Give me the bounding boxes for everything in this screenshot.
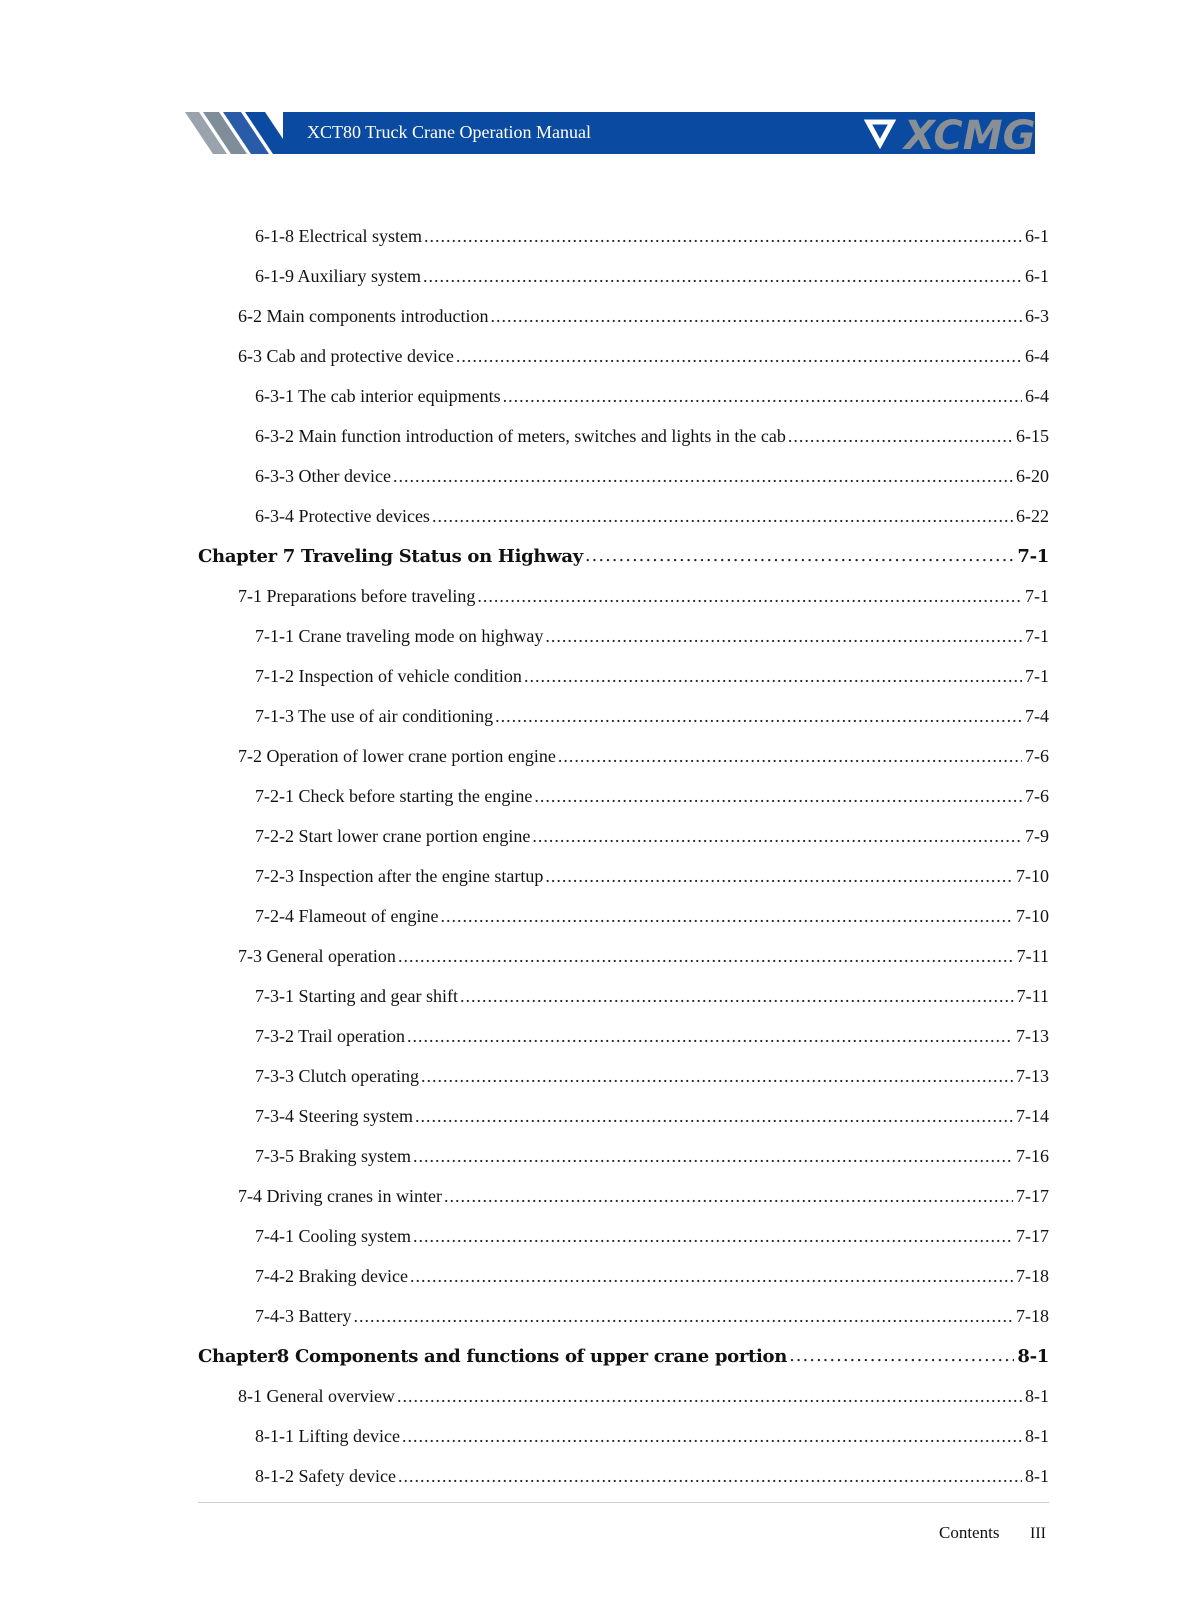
toc-entry-page: 6-15 <box>1016 425 1049 446</box>
toc-entry-title: Chapter 7 Traveling Status on Highway <box>198 545 583 567</box>
toc-entry[interactable] <box>198 376 1049 416</box>
toc-leader-dots <box>477 586 1022 606</box>
toc-entry-title: 8-1-1 Lifting device <box>255 1425 400 1446</box>
toc-entry-title: 7-2-4 Flameout of engine <box>255 905 439 926</box>
toc-leader-dots <box>545 626 1022 646</box>
toc-entry-title: Chapter8 Components and functions of upper crane portion <box>198 1345 788 1367</box>
toc-entry[interactable] <box>198 776 1049 816</box>
toc-entry-title: 7-3-1 Starting and gear shift <box>255 985 458 1006</box>
toc-entry[interactable] <box>198 976 1049 1016</box>
toc-leader-dots <box>490 306 1022 326</box>
toc-entry-title: 7-2-1 Check before starting the engine <box>255 785 533 806</box>
toc-leader-dots <box>407 1026 1013 1046</box>
toc-entry-title: 7-2-3 Inspection after the engine startup <box>255 865 544 886</box>
toc-entry[interactable] <box>198 616 1049 656</box>
toc-entry[interactable] <box>198 1176 1049 1216</box>
toc-entry-title: 6-1-9 Auxiliary system <box>255 265 421 286</box>
toc-leader-dots <box>788 426 1013 446</box>
toc-leader-dots <box>534 786 1022 806</box>
toc-entry[interactable] <box>198 936 1049 976</box>
toc-entry[interactable] <box>198 656 1049 696</box>
toc-entry-title: 7-4 Driving cranes in winter <box>238 1185 442 1206</box>
toc-entry-title: 6-3-1 The cab interior equipments <box>255 385 501 406</box>
toc-entry-title: 7-1-3 The use of air conditioning <box>255 705 494 726</box>
toc-entry-title: 7-3-5 Braking system <box>255 1145 411 1166</box>
toc-entry-title: 7-3-4 Steering system <box>255 1105 413 1126</box>
footer-page-number: III <box>1030 1525 1046 1542</box>
toc-entry-title: 8-1 General overview <box>238 1385 395 1406</box>
toc-leader-dots <box>440 906 1013 926</box>
toc-entry-page: 8-1 <box>1025 1465 1049 1486</box>
toc-entry-title: 8-1-2 Safety device <box>255 1465 396 1486</box>
footer-divider <box>198 1502 1049 1503</box>
toc-entry-page: 6-4 <box>1025 385 1049 406</box>
toc-entry-page: 7-10 <box>1016 905 1049 926</box>
toc-entry-page: 6-22 <box>1016 505 1049 526</box>
toc-leader-dots <box>423 266 1022 286</box>
toc-leader-dots <box>585 546 1014 566</box>
toc-chapter-entry[interactable] <box>198 1336 1049 1376</box>
toc-entry[interactable] <box>198 896 1049 936</box>
toc-entry[interactable] <box>198 856 1049 896</box>
toc-entry-title: 7-1-2 Inspection of vehicle condition <box>255 665 522 686</box>
toc-leader-dots <box>460 986 1014 1006</box>
toc-entry-page: 8-1 <box>1017 1345 1049 1367</box>
toc-entry-page: 7-1 <box>1025 665 1049 686</box>
toc-entry-page: 6-3 <box>1025 305 1049 326</box>
toc-entry-page: 6-1 <box>1025 265 1049 286</box>
toc-entry-page: 7-1 <box>1017 545 1049 567</box>
toc-entry[interactable] <box>198 1256 1049 1296</box>
toc-entry-page: 7-6 <box>1025 745 1049 766</box>
toc-leader-dots <box>532 826 1022 846</box>
toc-leader-dots <box>789 1346 1014 1366</box>
toc-entry[interactable] <box>198 416 1049 456</box>
toc-leader-dots <box>398 946 1014 966</box>
toc-leader-dots <box>413 1146 1013 1166</box>
toc-leader-dots <box>503 386 1022 406</box>
toc-entry[interactable] <box>198 736 1049 776</box>
toc-entry[interactable] <box>198 1136 1049 1176</box>
toc-entry[interactable] <box>198 1096 1049 1136</box>
toc-entry-page: 7-6 <box>1025 785 1049 806</box>
toc-leader-dots <box>398 1466 1022 1486</box>
toc-entry-page: 7-14 <box>1016 1105 1049 1126</box>
toc-entry-title: 7-4-1 Cooling system <box>255 1225 411 1246</box>
toc-entry[interactable] <box>198 1016 1049 1056</box>
toc-entry-title: 7-3-3 Clutch operating <box>255 1065 419 1086</box>
toc-leader-dots <box>413 1226 1013 1246</box>
toc-entry-page: 7-4 <box>1025 705 1049 726</box>
toc-entry[interactable] <box>198 816 1049 856</box>
toc-entry[interactable] <box>198 1296 1049 1336</box>
toc-entry-page: 7-13 <box>1016 1065 1049 1086</box>
toc-entry-title: 7-2 Operation of lower crane portion engine <box>238 745 556 766</box>
toc-entry-page: 8-1 <box>1025 1425 1049 1446</box>
toc-entry-page: 7-18 <box>1016 1305 1049 1326</box>
toc-leader-dots <box>545 866 1013 886</box>
toc-entry-page: 6-4 <box>1025 345 1049 366</box>
toc-entry-page: 8-1 <box>1025 1385 1049 1406</box>
toc-leader-dots <box>424 226 1022 246</box>
toc-entry[interactable] <box>198 1416 1049 1456</box>
toc-leader-dots <box>415 1106 1013 1126</box>
stripes-logo-icon <box>185 112 285 154</box>
toc-leader-dots <box>444 1186 1013 1206</box>
page-header <box>185 112 1047 154</box>
toc-entry[interactable] <box>198 1456 1049 1496</box>
toc-leader-dots <box>456 346 1022 366</box>
toc-leader-dots <box>410 1266 1013 1286</box>
toc-leader-dots <box>393 466 1013 486</box>
toc-entry[interactable] <box>198 216 1049 256</box>
toc-entry[interactable] <box>198 1376 1049 1416</box>
toc-leader-dots <box>353 1306 1013 1326</box>
toc-entry-page: 7-9 <box>1025 825 1049 846</box>
toc-leader-dots <box>524 666 1022 686</box>
toc-entry[interactable] <box>198 256 1049 296</box>
toc-leader-dots <box>432 506 1013 526</box>
toc-entry-title: 6-3-2 Main function introduction of meters, switches and lights in the cab <box>255 425 786 446</box>
toc-entry[interactable] <box>198 576 1049 616</box>
toc-entry-page: 7-13 <box>1016 1025 1049 1046</box>
toc-entry-title: 6-2 Main components introduction <box>238 305 489 326</box>
toc-entry-page: 7-1 <box>1025 585 1049 606</box>
toc-entry-title: 7-1 Preparations before traveling <box>238 585 476 606</box>
toc-leader-dots <box>397 1386 1022 1406</box>
manual-title: XCT80 Truck Crane Operation Manual <box>307 122 591 142</box>
table-of-contents <box>198 216 1049 1496</box>
toc-entry-page: 7-10 <box>1016 865 1049 886</box>
toc-entry-page: 7-17 <box>1016 1225 1049 1246</box>
toc-entry[interactable] <box>198 336 1049 376</box>
toc-entry-title: 7-4-3 Battery <box>255 1305 352 1326</box>
toc-entry-title: 7-3-2 Trail operation <box>255 1025 405 1046</box>
toc-chapter-entry[interactable] <box>198 536 1049 576</box>
toc-leader-dots <box>558 746 1022 766</box>
toc-entry-page: 7-11 <box>1016 945 1049 966</box>
xcmg-logo-icon <box>860 110 1052 156</box>
toc-entry[interactable] <box>198 296 1049 336</box>
toc-entry-page: 7-18 <box>1016 1265 1049 1286</box>
toc-entry-title: 7-1-1 Crane traveling mode on highway <box>255 625 544 646</box>
toc-entry-title: 6-3 Cab and protective device <box>238 345 454 366</box>
toc-leader-dots <box>421 1066 1013 1086</box>
toc-entry-page: 7-1 <box>1025 625 1049 646</box>
toc-entry-page: 7-16 <box>1016 1145 1049 1166</box>
toc-entry[interactable] <box>198 696 1049 736</box>
toc-entry[interactable] <box>198 1056 1049 1096</box>
toc-entry-page: 7-17 <box>1016 1185 1049 1206</box>
toc-entry-title: 6-3-4 Protective devices <box>255 505 430 526</box>
toc-entry[interactable] <box>198 456 1049 496</box>
toc-entry-page: 7-11 <box>1016 985 1049 1006</box>
toc-entry-title: 7-4-2 Braking device <box>255 1265 408 1286</box>
toc-entry-title: 6-3-3 Other device <box>255 465 391 486</box>
toc-entry-page: 6-1 <box>1025 225 1049 246</box>
toc-entry-title: 6-1-8 Electrical system <box>255 225 422 246</box>
toc-entry-title: 7-3 General operation <box>238 945 396 966</box>
toc-entry-title: 7-2-2 Start lower crane portion engine <box>255 825 531 846</box>
footer-label: Contents <box>939 1523 1000 1542</box>
toc-entry-page: 6-20 <box>1016 465 1049 486</box>
svg-text:XCMG: XCMG <box>904 113 1036 156</box>
toc-leader-dots <box>402 1426 1022 1446</box>
toc-entry[interactable] <box>198 1216 1049 1256</box>
toc-leader-dots <box>495 706 1022 726</box>
toc-entry[interactable] <box>198 496 1049 536</box>
